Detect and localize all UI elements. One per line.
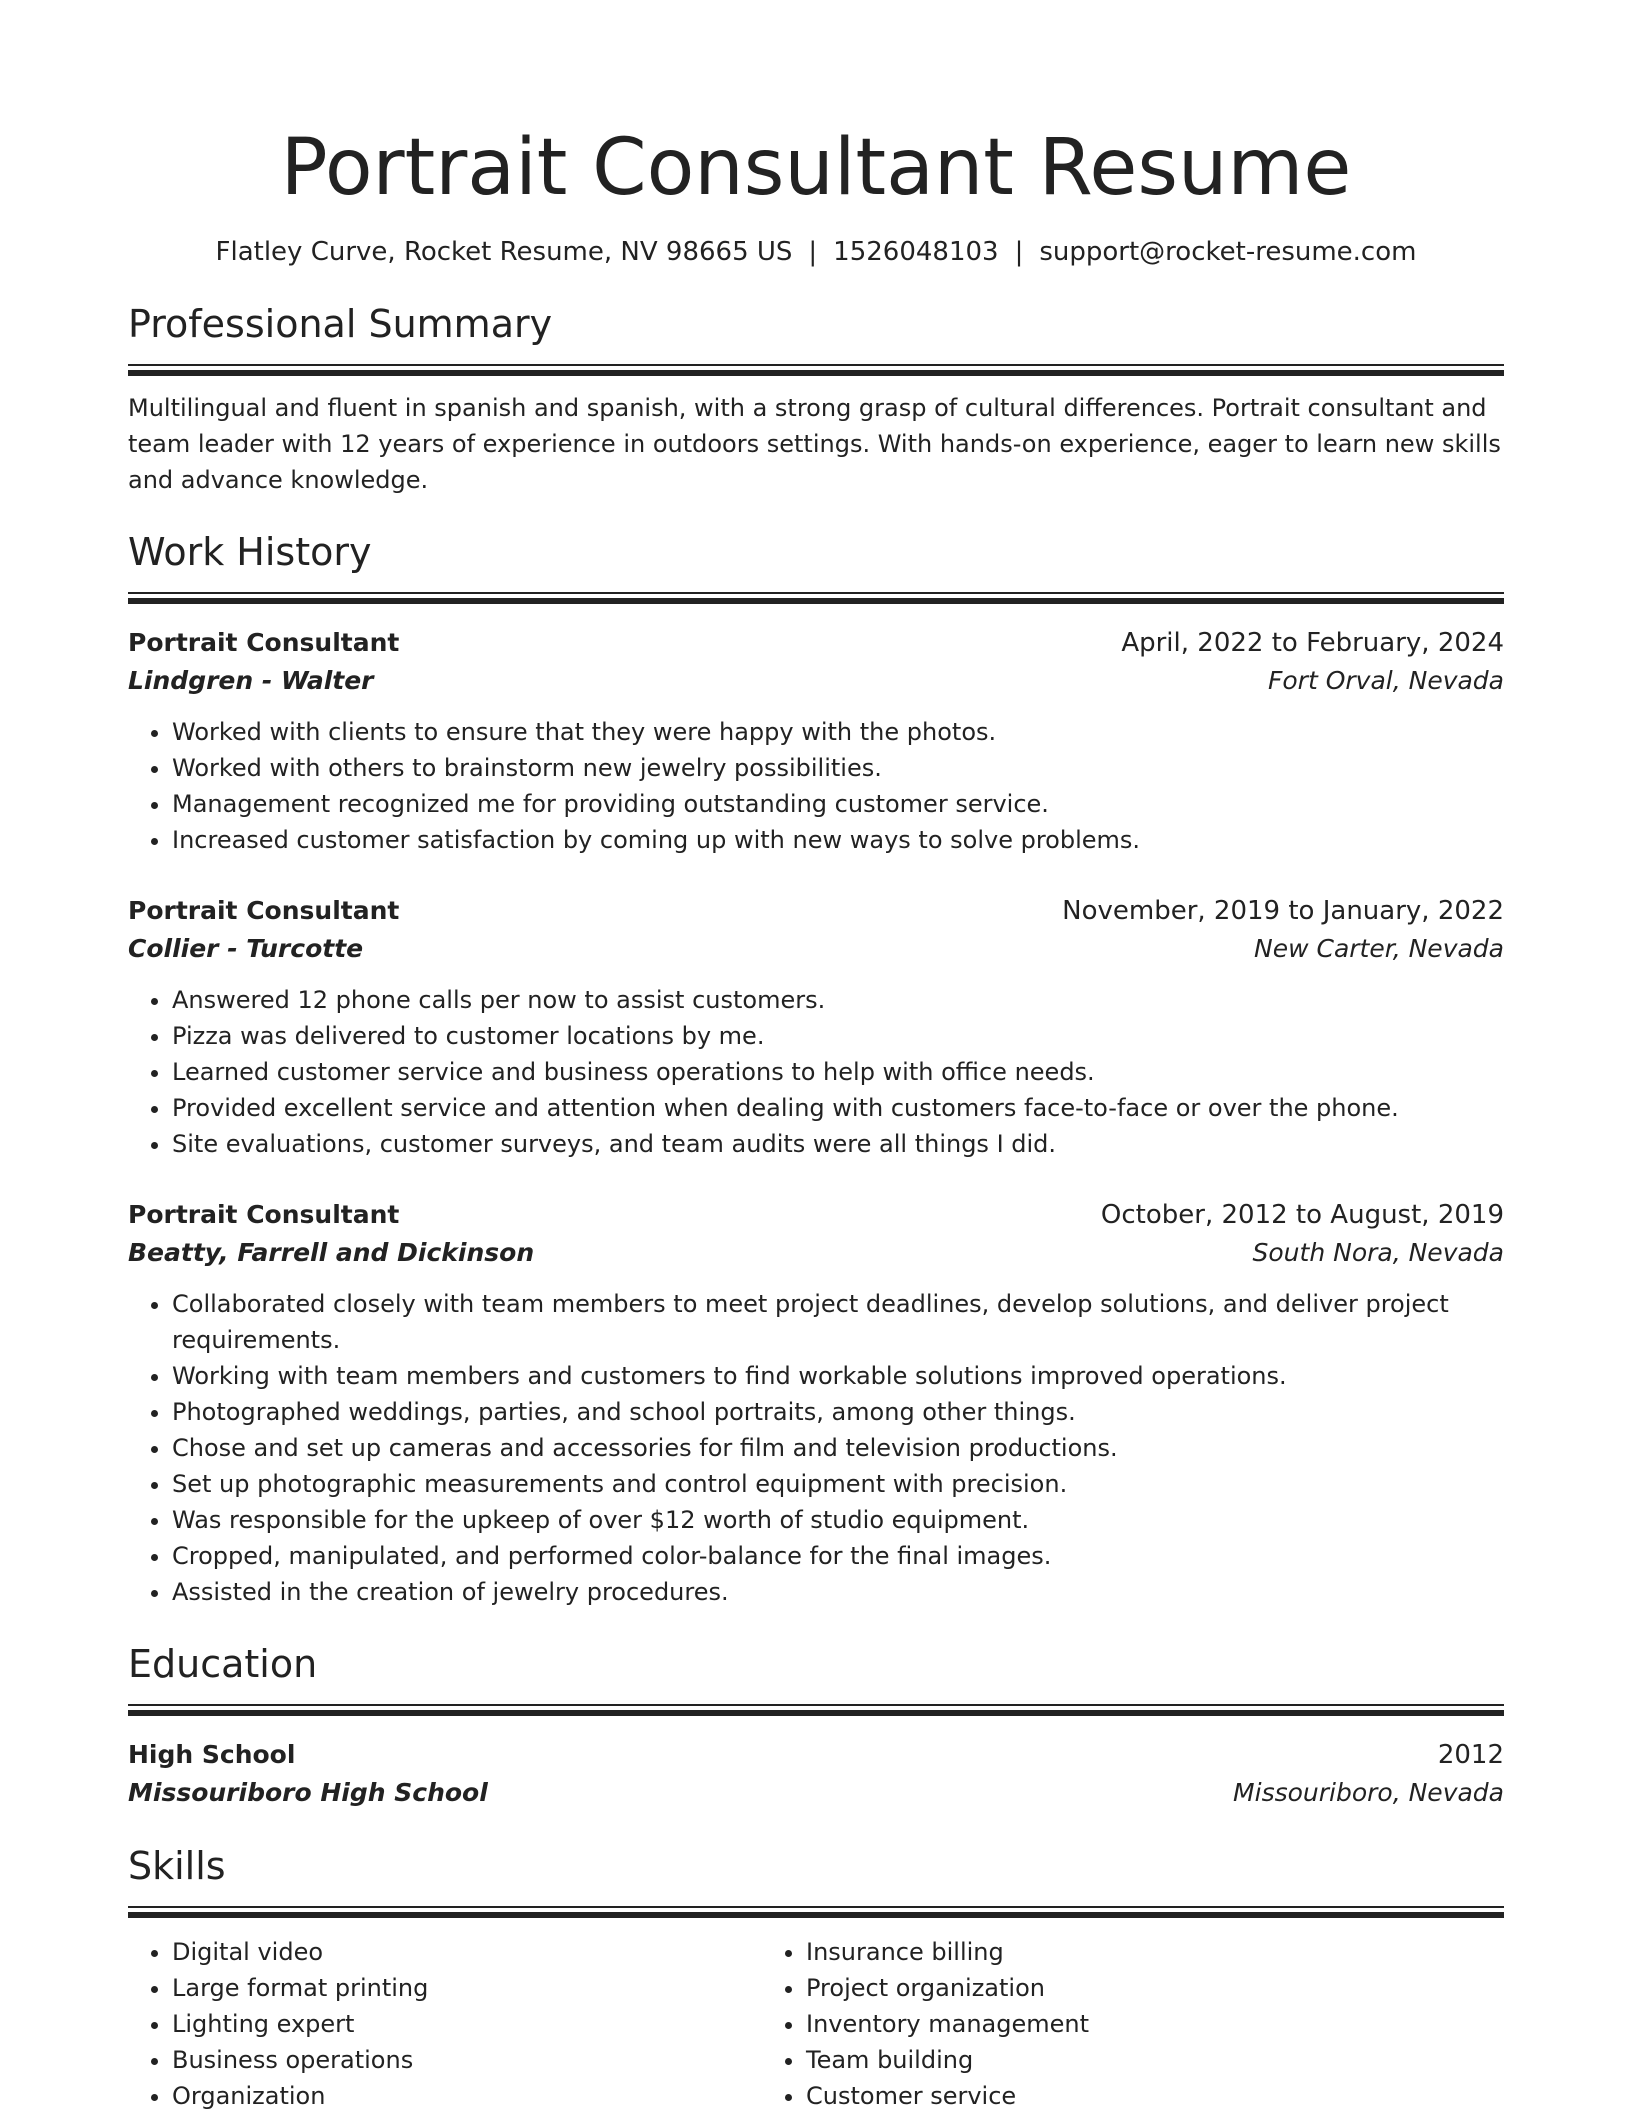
section-divider xyxy=(128,1906,1504,1918)
section-heading-skills: Skills xyxy=(128,1844,226,1888)
resume-title: Portrait Consultant Resume xyxy=(280,123,1352,213)
job-bullet: • Set up photographic measurements and control equipment with precision. xyxy=(172,1466,1504,1502)
job-location: Fort Orval, Nevada xyxy=(1268,666,1504,695)
job-entry xyxy=(128,1196,1504,1610)
job-bullet: • Photographed weddings, parties, and school portraits, among other things. xyxy=(172,1394,1504,1430)
section-divider xyxy=(128,364,1504,376)
job-company: Collier - Turcotte xyxy=(128,934,364,963)
section-heading-work-history: Work History xyxy=(128,530,372,574)
job-bullet: • Site evaluations, customer surveys, and team audits were all things I did. xyxy=(172,1126,1504,1162)
job-dates: April, 2022 to February, 2024 xyxy=(1121,628,1504,658)
job-bullet: • Learned customer service and business operations to help with office needs. xyxy=(172,1054,1504,1090)
job-title: Portrait Consultant xyxy=(128,1200,400,1229)
job-bullet: • Chose and set up cameras and accessories for film and television productions. xyxy=(172,1430,1504,1466)
job-company-row xyxy=(128,930,1504,968)
education-entry xyxy=(128,1736,1504,1812)
skills-columns xyxy=(128,1934,1504,2114)
resume-page xyxy=(128,0,1504,2114)
job-bullet: • Cropped, manipulated, and performed color-balance for the final images. xyxy=(172,1538,1504,1574)
education-section xyxy=(128,1638,1504,1812)
job-bullet: • Answered 12 phone calls per now to assist customers. xyxy=(172,982,1504,1018)
education-year: 2012 xyxy=(1437,1740,1504,1770)
job-bullet: • Worked with others to brainstorm new jewelry possibilities. xyxy=(172,750,1504,786)
education-degree-row xyxy=(128,1736,1504,1774)
job-company: Beatty, Farrell and Dickinson xyxy=(128,1238,535,1267)
education-school: Missouriboro High School xyxy=(128,1778,488,1807)
job-title: Portrait Consultant xyxy=(128,628,400,657)
job-company: Lindgren - Walter xyxy=(128,666,374,695)
contact-phone: 1526048103 xyxy=(833,237,999,267)
skills-list-left xyxy=(128,1934,762,2114)
skill-item: • Customer service xyxy=(806,2078,1396,2114)
job-bullets xyxy=(128,714,1504,858)
work-history-section xyxy=(128,526,1504,1610)
job-bullet: • Management recognized me for providing outstanding customer service. xyxy=(172,786,1504,822)
contact-line xyxy=(128,234,1504,270)
job-bullets xyxy=(128,1286,1504,1610)
education-location: Missouriboro, Nevada xyxy=(1233,1778,1504,1807)
section-heading-summary: Professional Summary xyxy=(128,302,553,346)
summary-text: Multilingual and fluent in spanish and spanish, with a strong grasp of cultural differences. Portrait consultant and team leader with 12 years of experience in outdoors settings. With hands-on experience, eager to learn new skills and advance knowledge. xyxy=(128,394,1501,494)
job-bullet: • Pizza was delivered to customer locations by me. xyxy=(172,1018,1504,1054)
job-dates: November, 2019 to January, 2022 xyxy=(1062,896,1504,926)
job-bullet: • Increased customer satisfaction by coming up with new ways to solve problems. xyxy=(172,822,1504,858)
skill-item: • Digital video xyxy=(172,1934,762,1970)
job-bullets xyxy=(128,982,1504,1162)
job-header-row xyxy=(128,1196,1504,1234)
job-location: New Carter, Nevada xyxy=(1254,934,1504,963)
contact-separator: | xyxy=(1014,237,1024,267)
job-bullet: • Was responsible for the upkeep of over $12 worth of studio equipment. xyxy=(172,1502,1504,1538)
skill-item: • Insurance billing xyxy=(806,1934,1396,1970)
job-location: South Nora, Nevada xyxy=(1252,1238,1504,1267)
job-bullet: • Collaborated closely with team members to meet project deadlines, develop solutions, and deliver project requirements. xyxy=(172,1286,1504,1358)
skill-item: • Business operations xyxy=(172,2042,762,2078)
job-entry xyxy=(128,892,1504,1162)
job-header-row xyxy=(128,624,1504,662)
contact-separator: | xyxy=(808,237,818,267)
section-divider xyxy=(128,592,1504,604)
skill-item: • Inventory management xyxy=(806,2006,1396,2042)
skill-item: • Organization xyxy=(172,2078,762,2114)
skills-section xyxy=(128,1840,1504,2114)
job-company-row xyxy=(128,1234,1504,1272)
contact-email: support@rocket-resume.com xyxy=(1039,237,1417,267)
job-dates: October, 2012 to August, 2019 xyxy=(1100,1200,1504,1230)
skill-item: • Lighting expert xyxy=(172,2006,762,2042)
section-heading-education: Education xyxy=(128,1642,318,1686)
contact-address: Flatley Curve, Rocket Resume, NV 98665 US xyxy=(215,237,793,267)
skill-item: • Team building xyxy=(806,2042,1396,2078)
skills-list-right xyxy=(762,1934,1396,2114)
job-bullet: • Working with team members and customers to find workable solutions improved operations. xyxy=(172,1358,1504,1394)
skill-item: • Large format printing xyxy=(172,1970,762,2006)
job-header-row xyxy=(128,892,1504,930)
summary-section xyxy=(128,298,1504,498)
section-divider xyxy=(128,1704,1504,1716)
job-title: Portrait Consultant xyxy=(128,896,400,925)
education-degree: High School xyxy=(128,1740,296,1769)
job-bullet: • Assisted in the creation of jewelry procedures. xyxy=(172,1574,1504,1610)
job-entry xyxy=(128,624,1504,858)
job-bullet: • Worked with clients to ensure that they were happy with the photos. xyxy=(172,714,1504,750)
job-bullet: • Provided excellent service and attention when dealing with customers face-to-face or over the phone. xyxy=(172,1090,1504,1126)
skill-item: • Project organization xyxy=(806,1970,1396,2006)
job-company-row xyxy=(128,662,1504,700)
education-school-row xyxy=(128,1774,1504,1812)
